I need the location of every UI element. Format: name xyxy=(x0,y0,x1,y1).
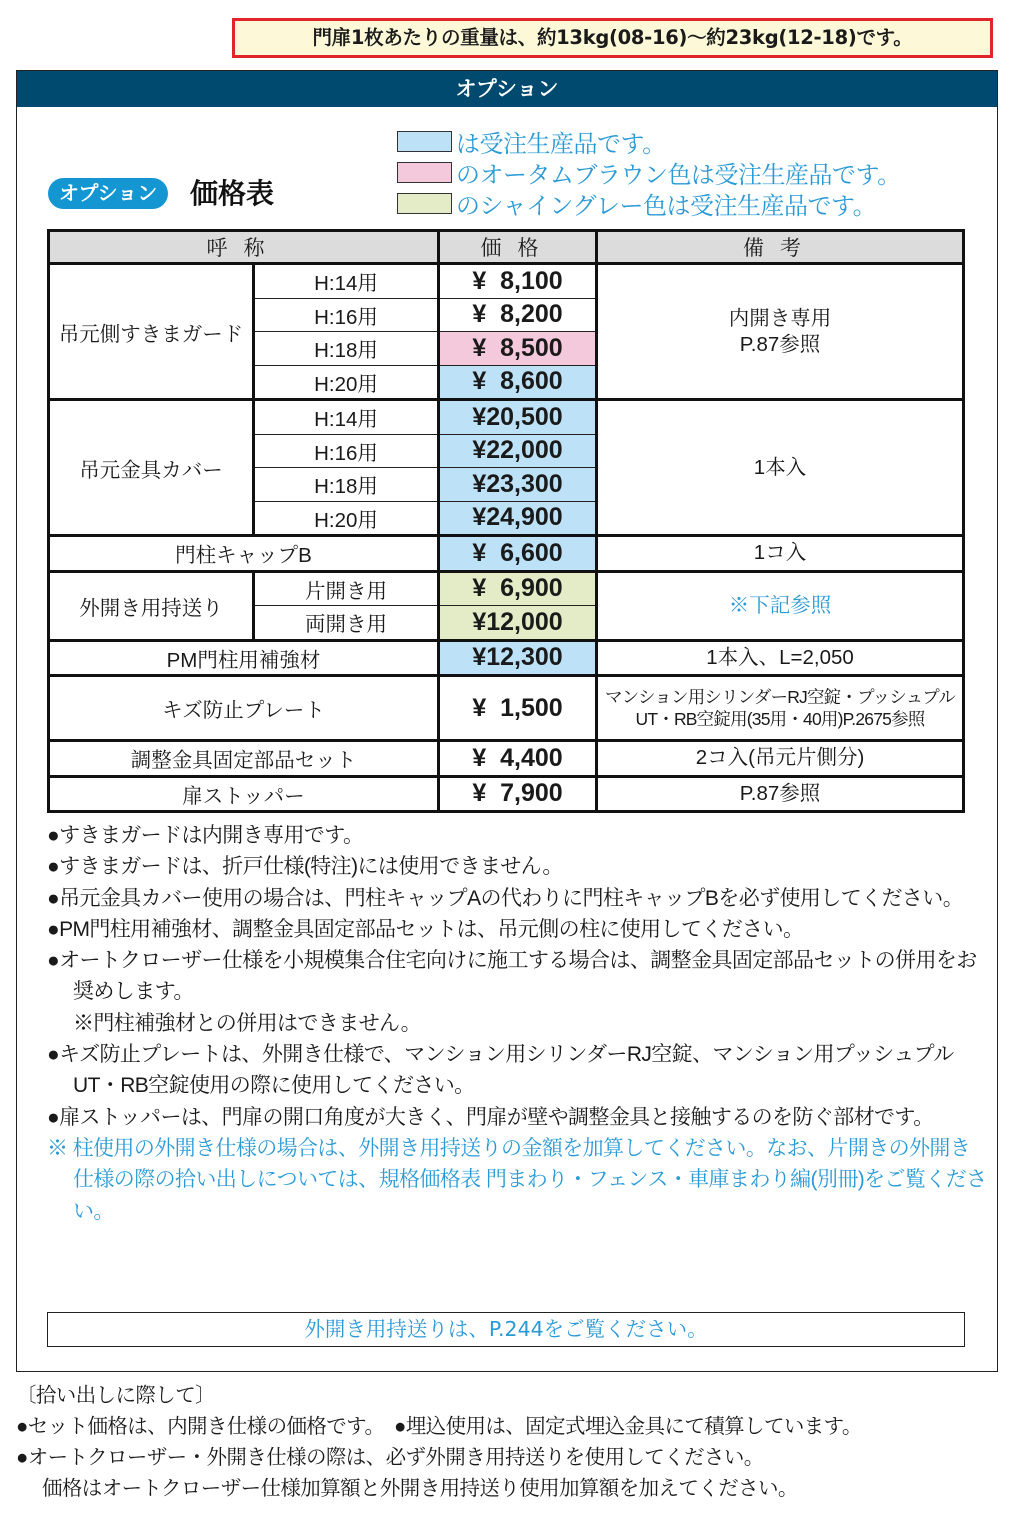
item-variant: H:16用 xyxy=(254,298,439,332)
item-variant: H:16用 xyxy=(254,434,439,468)
item-price: ¥ 8,600 xyxy=(439,365,597,400)
item-remark: 1本入 xyxy=(597,400,964,536)
pickup-line: ●オートクローザー・外開き仕様の際は、必ず外開き用持送りを使用してください。 xyxy=(16,1446,764,1469)
page-title: 価格表 xyxy=(190,177,275,210)
item-name: 吊元金具カバー xyxy=(49,400,254,536)
item-remark: 1コ入 xyxy=(597,536,964,572)
note-item: ●オートクローザー仕様を小規模集合住宅向けに施工する場合は、調整金具固定部品セットの併用をお奨めします。 xyxy=(47,949,977,1004)
note-subitem: ※門柱補強材との併用はできません。 xyxy=(73,1011,422,1035)
item-price: ¥ 8,200 xyxy=(439,298,597,332)
note-item: ●すきまガードは内開き専用です。 xyxy=(47,824,364,847)
item-remark: 2コ入(吊元片側分) xyxy=(597,741,964,777)
swatch-blue-icon xyxy=(397,131,452,152)
item-variant: 片開き用 xyxy=(254,571,439,606)
item-price: ¥23,300 xyxy=(439,468,597,502)
table-header-row xyxy=(49,231,964,264)
item-price: ¥ 8,500 xyxy=(439,332,597,366)
item-price: ¥22,000 xyxy=(439,434,597,468)
note-item: ●吊元金具カバー使用の場合は、門柱キャップAの代わりに門柱キャップBを必ず使用してください。 xyxy=(47,886,964,910)
table-row xyxy=(49,776,964,812)
item-name: PM門柱用補強材 xyxy=(49,640,439,676)
table-row xyxy=(49,571,964,606)
remark-line: P.87参照 xyxy=(739,332,821,356)
item-variant: H:20用 xyxy=(254,501,439,536)
weight-notice: 門扉1枚あたりの重量は、約13kg(08-16)～約23kg(12-18)です。 xyxy=(232,18,993,58)
item-remark xyxy=(597,264,964,400)
table-row xyxy=(49,264,964,299)
note-item: ●扉ストッパーは、門扉の開口角度が大きく、門扉が壁や調整金具と接触するのを防ぐ部材です。 xyxy=(47,1105,934,1129)
legend-item-made-to-order xyxy=(397,126,901,157)
price-table xyxy=(47,229,965,813)
item-remark: 1本入、L=2,050 xyxy=(597,640,964,676)
item-price: ¥ 6,900 xyxy=(439,571,597,606)
item-variant: H:20用 xyxy=(254,365,439,400)
remark-line: UT・RB空錠用(35用・40用)P.2675参照 xyxy=(635,709,925,729)
table-row xyxy=(49,400,964,435)
item-name: 外開き用持送り xyxy=(49,571,254,640)
item-price: ¥20,500 xyxy=(439,400,597,435)
pickup-notes xyxy=(16,1380,1006,1504)
note-item: ●すきまガードは、折戸仕様(特注)には使用できません。 xyxy=(47,855,563,879)
legend-label: のオータムブラウン色は受注生産品です。 xyxy=(456,161,901,189)
remark-line: 内開き専用 xyxy=(728,306,832,330)
item-variant: 両開き用 xyxy=(254,606,439,641)
pickup-line: 価格はオートクローザー仕様加算額と外開き用持送り使用加算額を加えてください。 xyxy=(42,1477,798,1500)
note-caution: ※ 柱使用の外開き仕様の場合は、外開き用持送りの金額を加算してください。なお、片開きの外開き仕様の際の拾い出しについては、規格価格表 門まわり・フェンス・車庫まわり編(別冊)をご覧ください。 xyxy=(47,1136,987,1223)
item-price: ¥ 8,100 xyxy=(439,264,597,299)
item-price: ¥ 6,600 xyxy=(439,536,597,572)
panel-header: オプション xyxy=(17,71,997,107)
option-badge: オプション xyxy=(48,178,168,209)
item-variant: H:14用 xyxy=(254,264,439,299)
header-name: 呼称 xyxy=(49,231,439,264)
item-name: 門柱キャップB xyxy=(49,536,439,572)
swatch-pink-icon xyxy=(397,162,452,183)
pickup-heading: 〔拾い出しに際して〕 xyxy=(16,1384,215,1407)
note-item: ●キズ防止プレートは、外開き仕様で、マンション用シリンダーRJ空錠、マンション用プッシュプルUT・RB空錠使用の際に使用してください。 xyxy=(47,1043,954,1098)
item-remark xyxy=(597,676,964,741)
header-remarks: 備考 xyxy=(597,231,964,264)
item-price: ¥ 1,500 xyxy=(439,676,597,741)
table-row xyxy=(49,536,964,572)
table-row xyxy=(49,676,964,741)
reference-box: 外開き用持送りは、P.244をご覧ください。 xyxy=(47,1312,965,1347)
color-legend xyxy=(397,126,901,219)
item-name: キズ防止プレート xyxy=(49,676,439,741)
item-variant: H:18用 xyxy=(254,332,439,366)
item-remark: ※下記参照 xyxy=(597,571,964,640)
header-price: 価格 xyxy=(439,231,597,264)
item-name: 吊元側すきまガード xyxy=(49,264,254,400)
item-price: ¥12,300 xyxy=(439,640,597,676)
item-price: ¥12,000 xyxy=(439,606,597,641)
remark-line: マンション用シリンダーRJ空錠・プッシュプル xyxy=(604,687,956,707)
item-variant: H:14用 xyxy=(254,400,439,435)
legend-item-autumn-brown xyxy=(397,157,901,188)
table-row xyxy=(49,741,964,777)
item-price: ¥24,900 xyxy=(439,501,597,536)
legend-label: は受注生産品です。 xyxy=(456,130,666,158)
item-name: 調整金具固定部品セット xyxy=(49,741,439,777)
legend-label: のシャイングレー色は受注生産品です。 xyxy=(456,192,877,220)
item-variant: H:18用 xyxy=(254,468,439,502)
note-item: ●PM門柱用補強材、調整金具固定部品セットは、吊元側の柱に使用してください。 xyxy=(47,917,804,941)
table-row xyxy=(49,640,964,676)
notes-list xyxy=(47,820,987,1227)
swatch-green-icon xyxy=(397,193,452,214)
item-remark: P.87参照 xyxy=(597,776,964,812)
item-price: ¥ 7,900 xyxy=(439,776,597,812)
legend-item-shine-gray xyxy=(397,188,901,219)
item-name: 扉ストッパー xyxy=(49,776,439,812)
item-price: ¥ 4,400 xyxy=(439,741,597,777)
pickup-line: ●セット価格は、内開き仕様の価格です。 ●埋込使用は、固定式埋込金具にて積算しています。 xyxy=(16,1415,862,1438)
